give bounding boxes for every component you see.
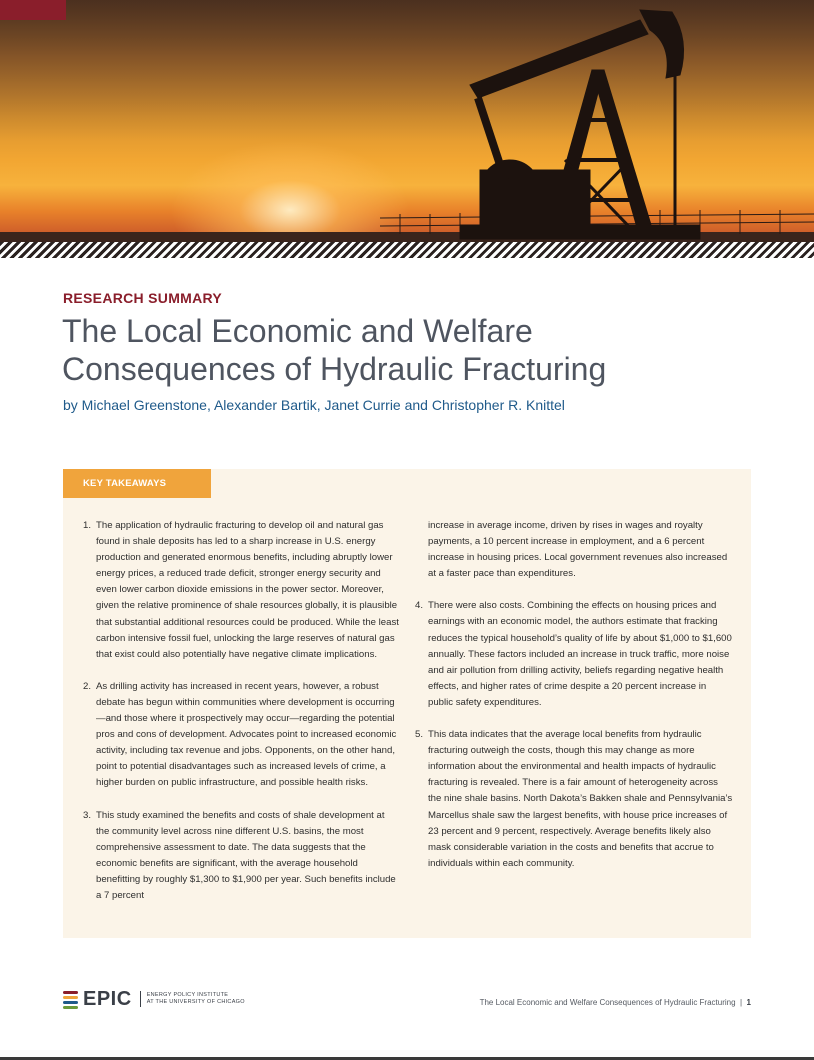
title-line-1: The Local Economic and Welfare — [62, 313, 533, 349]
logo-wordmark: EPIC — [83, 987, 132, 1010]
takeaway-text: As drilling activity has increased in recent years, however, a robust debate has begun within communities where development is occurring—and those where it prospectively may occur—regarding the potential pros and cons of development. Advocates point to increased economic activity, including tax revenue and jobs. Opponents, on the other hand, point to potential disadvantages such as increased levels of crime, a higher burden on public infrastructure, and possible health risks. — [96, 680, 397, 789]
running-footer — [480, 998, 751, 1007]
institute-line-2: AT THE UNIVERSITY OF CHICAGO — [146, 999, 245, 1005]
title-line-2: Consequences of Hydraulic Fracturing — [62, 351, 607, 387]
author-line: by Michael Greenstone, Alexander Bartik, Janet Currie and Christopher R. Knittel — [63, 397, 565, 413]
takeaway-number: 5. — [415, 729, 424, 741]
takeaway-text: There were also costs. Combining the effects on housing prices and earnings with an economic model, the authors estimate that fracking reduces the typical household’s quality of life by about $1,000 to $1,600 annually. These factors included an increase in truck traffic, more noise and air pollution from drilling activity, beliefs regarding negative health effects, and higher rates of crime despite a 20 percent increase in public safety expenditures. — [428, 600, 732, 708]
takeaways-column-left — [81, 518, 399, 920]
takeaway-number: 1. — [83, 520, 92, 531]
page-number: 1 — [746, 998, 751, 1007]
takeaway-number: 3. — [83, 809, 92, 821]
takeaway-text: The application of hydraulic fracturing to develop oil and natural gas found in shale deposits has led to a sharp increase in U.S. energy production and generated enormous benefits, including abruptly lower energy prices, a reduced trade deficit, stronger energy security and even lower carbon dioxide emissions in the power sector. Moreover, given the relative prominence of shale resources globally, it is plausible that substantial additional resources could be produced. While the least carbon intensive fossil fuel, unlocking the large reserves of natural gas that exist could also potentially have negative climate implications. — [96, 520, 399, 660]
logo-divider — [140, 991, 141, 1007]
running-title: The Local Economic and Welfare Consequences of Hydraulic Fracturing — [479, 998, 736, 1007]
key-takeaways-label: KEY TAKEAWAYS — [63, 469, 211, 498]
takeaway-text: This data indicates that the average local benefits from hydraulic fracturing outweigh the costs, though this may change as more information about the environmental and health impacts of hydraulic fracturing is revealed. There is a fair amount of heterogeneity across the nine shale basins. North Dakota’s Bakken shale and Pennsylvania’s Marcellus shale saw the largest benefits, with house price increases of 23 percent and 9 percent, respectively. Average benefits likely also mask considerable variation in the costs and benefits that accrue to individuals within each community. — [428, 729, 733, 869]
hatched-border — [0, 242, 814, 258]
institute-name — [147, 992, 245, 1006]
takeaways-column-right — [413, 518, 733, 888]
institute-line-1: ENERGY POLICY INSTITUTE — [146, 992, 229, 998]
epic-logo-icon — [63, 989, 79, 1009]
takeaway-number: 4. — [415, 600, 424, 612]
takeaway-number: 2. — [83, 680, 92, 692]
takeaway-item — [81, 679, 399, 792]
takeaway-item — [413, 727, 733, 872]
takeaway-item — [81, 518, 399, 663]
pumpjack-silhouette — [0, 0, 814, 258]
hero-image — [0, 0, 814, 258]
takeaway-item — [81, 808, 399, 905]
takeaway-item — [413, 598, 733, 711]
accent-tab — [0, 0, 66, 20]
takeaway-text: This study examined the benefits and costs of shale development at the community level across nine different U.S. basins, the most comprehensive assessment to date. The data suggests that the economic benefits are significant, with the average household benefitting by roughly $1,300 to $1,900 per year. Such benefits include a 7 percent — [96, 809, 396, 901]
takeaway-continuation: increase in average income, driven by rises in wages and royalty payments, a 10 percent increase in employment, and a 6 percent increase in housing prices. Local government revenues also increased at a faster pace than expenditures. — [428, 520, 728, 580]
key-takeaways-panel — [63, 469, 751, 938]
document-kicker: RESEARCH SUMMARY — [63, 290, 223, 306]
document-title — [62, 312, 762, 388]
footer-separator: | — [740, 998, 743, 1007]
epic-logo — [63, 988, 245, 1010]
